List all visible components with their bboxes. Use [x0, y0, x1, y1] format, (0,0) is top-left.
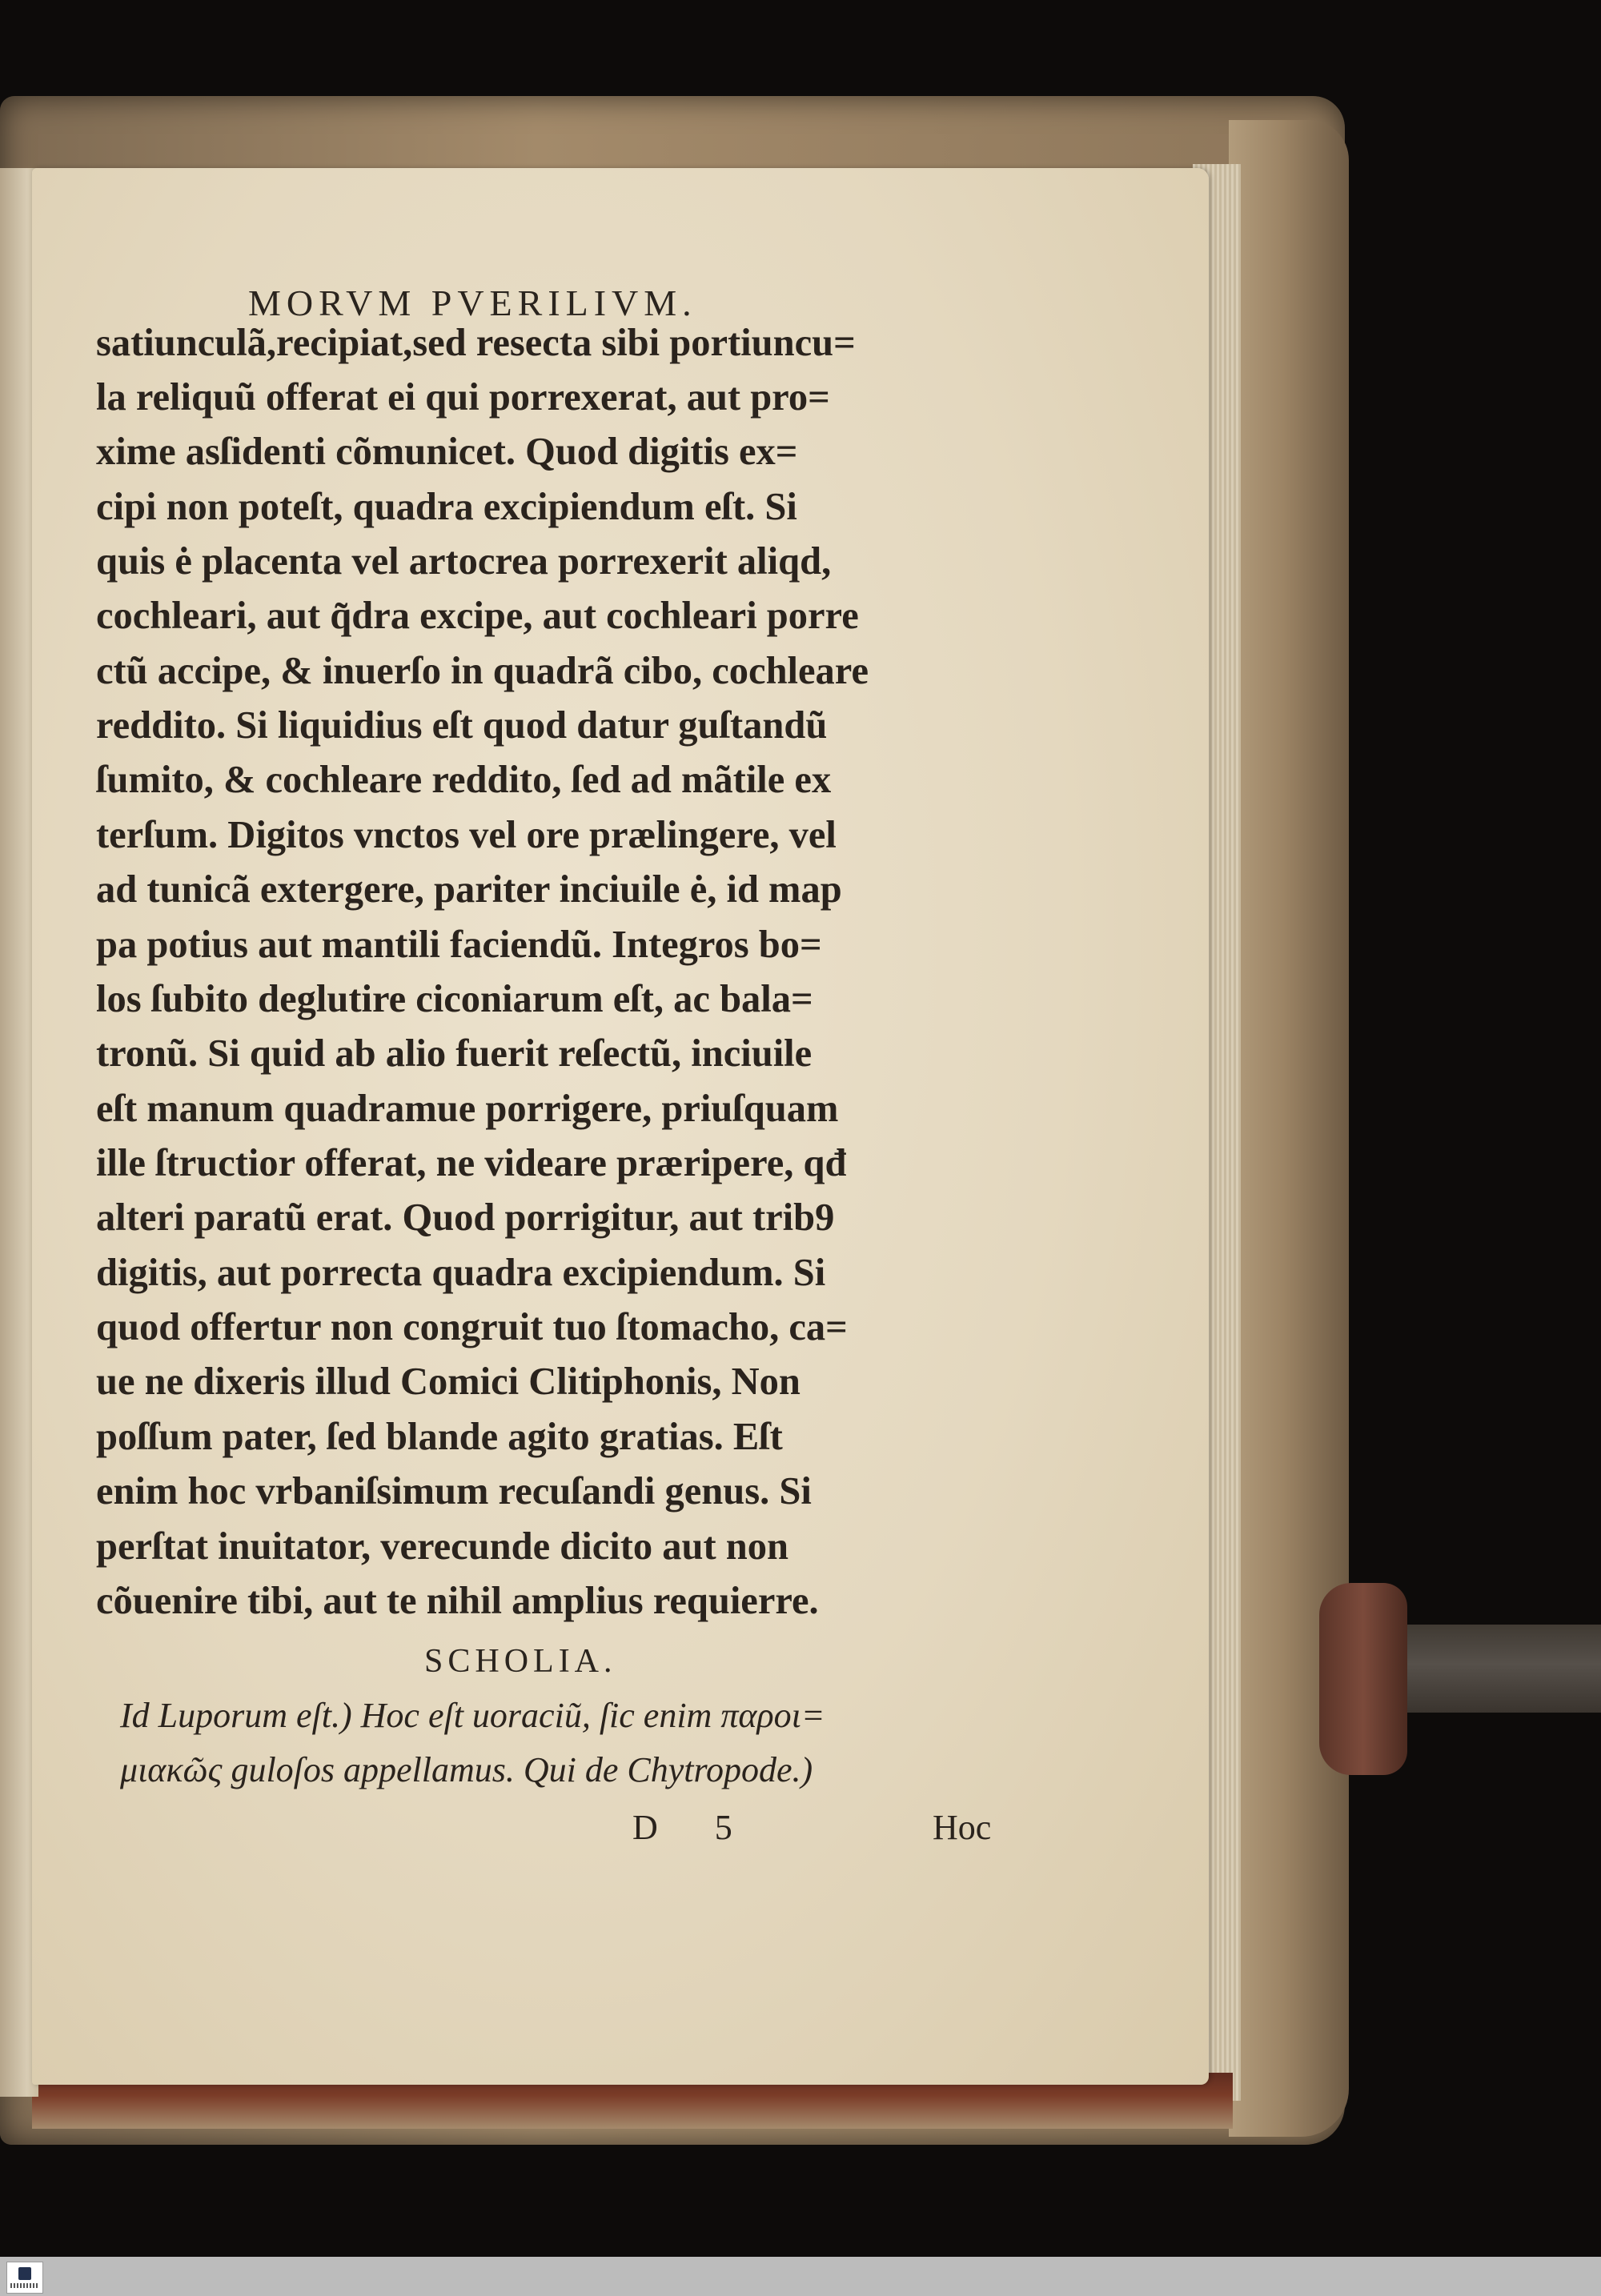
text-line: ad tunicã extergere, pariter inciuile ė, id map — [96, 868, 842, 911]
text-line: ille ſtructior offerat, ne videare præripere, qđ — [96, 1142, 847, 1184]
clasp-icon — [1319, 1583, 1407, 1775]
library-logo-icon — [6, 2262, 43, 2294]
text-line: cipi non poteſt, quadra excipiendum eſt. Si — [96, 486, 797, 528]
text-line: quod offertur non congruit tuo ſtomacho, ca= — [96, 1306, 848, 1348]
running-head: MORVM PVERILIVM. — [248, 282, 697, 323]
text-line: ſumito, & cochleare reddito, ſed ad mãtile ex — [96, 759, 832, 801]
text-line: pa potius aut mantili faciendũ. Integros bo= — [96, 924, 822, 966]
text-line: digitis, aut porrecta quadra excipiendum. Si — [96, 1252, 826, 1294]
section-heading: SCHOLIA. — [424, 1643, 617, 1680]
signature-mark: D 5 — [632, 1808, 756, 1847]
text-line: poſſum pater, ſed blande agito gratias. Eſt — [96, 1416, 783, 1458]
text-line: alteri paratũ erat. Quod porrigitur, aut trib9 — [96, 1196, 835, 1239]
text-line: xime asſidenti cõmunicet. Quod digitis ex= — [96, 431, 798, 473]
text-line: terſum. Digitos vnctos vel ore prælingere, vel — [96, 814, 837, 856]
text-line: quis ė placenta vel artocrea porrexerit aliqd, — [96, 540, 832, 583]
scholia-line: μιακῶς guloſos appellamus. Qui de Chytropode.) — [120, 1750, 813, 1789]
text-line: enim hoc vrbaniſsimum recuſandi genus. Si — [96, 1470, 812, 1513]
catchword: Hoc — [933, 1808, 992, 1847]
text-line: los ſubito deglutire ciconiarum eſt, ac bala= — [96, 978, 813, 1020]
text-line: ue ne dixeris illud Comici Clitiphonis, Non — [96, 1360, 800, 1403]
text-line: eſt manum quadramue porrigere, priuſquam — [96, 1088, 839, 1130]
scholia-line: Id Luporum eſt.) Hoc eſt uoraciũ, ſic enim παροι= — [120, 1696, 825, 1735]
viewer-footer-bar — [0, 2257, 1601, 2296]
text-line: perſtat inuitator, verecunde dicito aut non — [96, 1525, 788, 1568]
text-line: cõuenire tibi, aut te nihil amplius requierre. — [96, 1580, 819, 1622]
text-line: ctũ accipe, & inuerſo in quadrã cibo, cochleare — [96, 650, 869, 692]
text-line: tronũ. Si quid ab alio fuerit reſectũ, inciuile — [96, 1032, 813, 1075]
cover-edge — [1229, 120, 1349, 2137]
text-line: la reliquũ offerat ei qui porrexerat, aut pro= — [96, 376, 830, 419]
text-line: reddito. Si liquidius eſt quod datur guſtandũ — [96, 704, 828, 747]
text-line: cochleari, aut q̃dra excipe, aut cochleari porre — [96, 595, 859, 637]
text-line: satiunculã,recipiat,sed resecta sibi portiuncu= — [96, 322, 856, 364]
